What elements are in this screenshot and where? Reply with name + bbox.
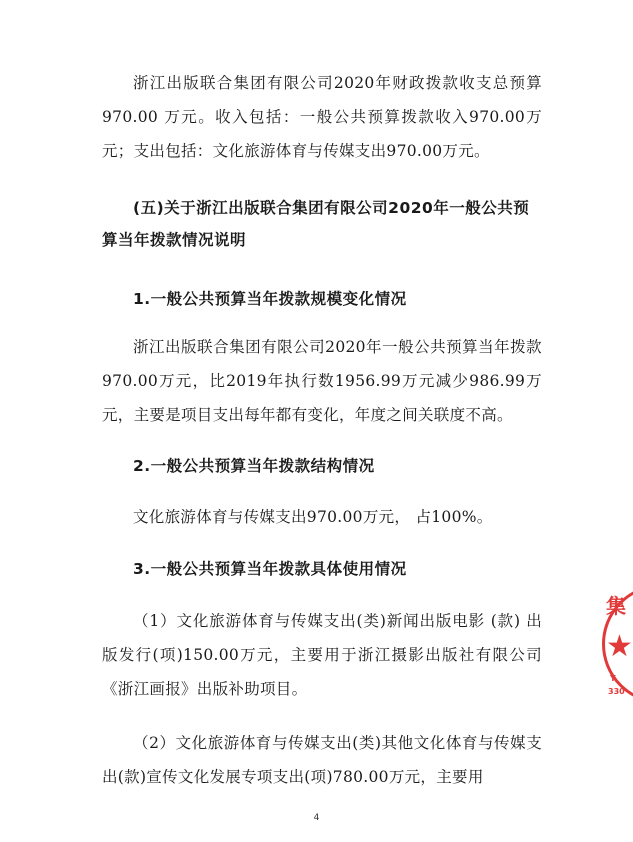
paragraph-scale-change: 浙江出版联合集团有限公司2020年一般公共预算当年拨款970.00万元，比2019年执行数1956.99万元减少986.99万元，主要是项目支出每年都有变化，年度之间关联度不高。	[102, 338, 542, 424]
heading-specific-use: 3.一般公共预算当年拨款具体使用情况	[133, 560, 407, 578]
seal-star-icon: ★	[606, 629, 633, 664]
heading-structure: 2.一般公共预算当年拨款结构情况	[133, 457, 375, 475]
paragraph-structure: 文化旅游体育与传媒支出970.00万元， 占100%。	[133, 508, 493, 526]
seal-character: 集	[606, 594, 626, 618]
red-seal-stamp	[598, 584, 633, 712]
paragraph-item-two: （2）文化旅游体育与传媒支出(类)其他文化体育与传媒支出(款)宣传文化发展专项支出(项)780.00万元，主要用	[102, 734, 542, 786]
heading-scale-change: 1.一般公共预算当年拨款规模变化情况	[133, 290, 407, 308]
section-heading-five: (五)关于浙江出版联合集团有限公司2020年一般公共预算当年拨款情况说明	[102, 199, 530, 249]
paragraph-budget-summary: 浙江出版联合集团有限公司2020年财政拨款收支总预算970.00 万元。收入包括：一般公共预算拨款收入970.00万元；支出包括：文化旅游体育与传媒支出970.00万元。	[102, 74, 542, 160]
paragraph-item-one: （1）文化旅游体育与传媒支出(类)新闻出版电影 (款) 出版发行(项)150.00万元，主要用于浙江摄影出版社有限公司《浙江画报》出版补助项目。	[102, 612, 542, 698]
seal-text-b: 330	[608, 687, 625, 696]
seal-text-a: Y	[610, 674, 616, 683]
page-number: 4	[313, 813, 320, 823]
